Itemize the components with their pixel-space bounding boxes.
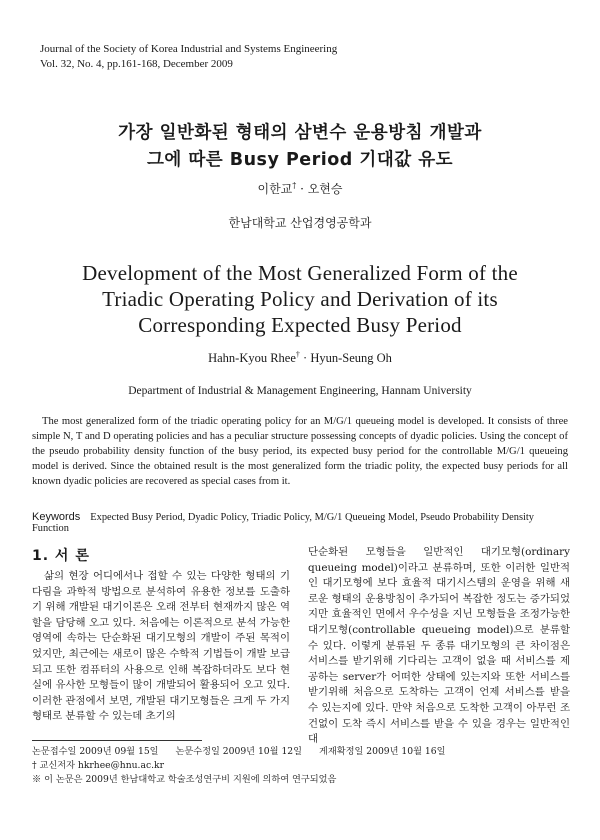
korean-title-line1: 가장 일반화된 형태의 삼변수 운용방침 개발과 (118, 123, 482, 143)
revised-label: 논문수정일 (175, 746, 220, 757)
english-title-line3: Corresponding Expected Busy Period (138, 313, 462, 337)
korean-title-line2: 그에 따른 Busy Period 기대값 유도 (146, 150, 454, 170)
korean-affiliation: 한남대학교 산업경영공학과 (228, 216, 372, 230)
footnote-divider (32, 740, 202, 741)
english-author2: Hyun-Seung Oh (310, 351, 392, 366)
keywords (32, 511, 568, 534)
korean-author1: 이한교 (257, 182, 293, 196)
footnote-dates (32, 745, 445, 759)
revised-date: 2009년 10월 12일 (222, 746, 303, 757)
footnote-corresponding: † 교신저자 hkrhee@hnu.ac.kr (32, 760, 164, 771)
english-affiliation: Department of Industrial & Management Engineering, Hannam University (128, 385, 472, 397)
english-authors (0, 350, 600, 366)
english-title (0, 260, 600, 338)
keywords-label: Keywords (32, 511, 81, 523)
accepted-label: 게재확정일 (318, 746, 364, 757)
body-paragraph: 단순화된 모형들을 일반적인 대기모형(ordinary queueing model)이라고 분류하며, 또한 이러한 일반적인 대기모형에 보다 효율적 대기시스템의 운영을 위해 새로운 형태의 운용방침이 추가되어 복잡한 정도는 증가되었지만 효율적인 면에서 우수성을 지닌 모형들을 조정가능한 대기모형(controllable queueing model)으로 분류할 수 있다. 이렇게 분류된 두 종류 대기모형의 큰 차이점은 서비스를 받기위해 기다리는 고객이 없을 때 서비스를 제공하는 server가 어떠한 상태에 있는지와 또한 서비스를 받기위해 처음으로 도착하는 고객이 언제 서비스를 받을 수 있는지에 있다. 만약 처음으로 도착한 고객이 아무런 조건없이 도착 즉시 서비스를 받을 수 있을 경우는 일반적인 대 (308, 546, 570, 746)
author-separator: · (296, 182, 308, 196)
journal-volume: Vol. 32, No. 4, pp.161-168, December 2009 (40, 58, 233, 70)
english-title-line2: Triadic Operating Policy and Derivation of its (102, 287, 498, 311)
received-date: 2009년 09월 15일 (79, 746, 159, 757)
english-title-line1: Development of the Most Generalized Form of the (82, 261, 518, 285)
corresponding-mark: † (292, 181, 297, 190)
journal-name: Journal of the Society of Korea Industrial and Systems Engineering (40, 43, 338, 55)
body-left-column (32, 569, 290, 725)
author-separator: · (299, 351, 311, 366)
abstract: The most generalized form of the triadic operating policy for an M/G/1 queueing model is developed. It consists of three simple N, T and D operating policies and has a peculiar structure possessing concepts of dyadic policies. Using the concept of the pseudo probability density function of the busy period, its expected busy period for the controllable M/G/1 queueing model is derived. Since the obtained result is the most generalized form the triadic polity, the expected busy periods for all known dyadic policies are recovered as special cases from it. (32, 416, 568, 487)
corresponding-mark: † (295, 350, 300, 359)
accepted-date: 2009년 10월 16일 (366, 746, 446, 757)
english-author1: Hahn-Kyou Rhee (208, 351, 296, 366)
korean-author2: 오현승 (307, 182, 343, 196)
body-paragraph: 삶의 현장 어디에서나 접할 수 있는 다양한 형태의 기다림을 과학적 방법으로 분석하여 유용한 정보를 도출하기 위해 개발된 대기이론은 오래 전부터 현재까지 많은 역할을 담당해 오고 있다. 처음에는 이론적으로 분석 가능한 영역에 속하는 단순화된 대기모형의 개발이 주된 목적이었지만, 최근에는 새로이 많은 수학적 기법들이 개발 보급되고 또한 컴퓨터의 사용으로 인해 복잡하더라도 보다 현실에 유사한 모형들이 많이 개발되어 활용되어 오고 있다. 이러한 관점에서 보면, 개발된 대기모형들은 크게 두 가지 형태로 분류할 수 있는데 초기의 (32, 570, 290, 723)
korean-authors (0, 180, 600, 197)
korean-title (0, 120, 600, 174)
journal-header (40, 42, 337, 72)
body-right-column (308, 545, 570, 748)
received-label: 논문접수일 (32, 746, 77, 757)
footnote-funding: ※ 이 논문은 2009년 한남대학교 학술조성연구비 지원에 의하여 연구되었음 (32, 774, 337, 785)
section-title: 1. 서 론 (32, 548, 90, 564)
keywords-text: Expected Busy Period, Dyadic Policy, Triadic Policy, M/G/1 Queueing Model, Pseudo Probability Density Function (32, 512, 534, 534)
